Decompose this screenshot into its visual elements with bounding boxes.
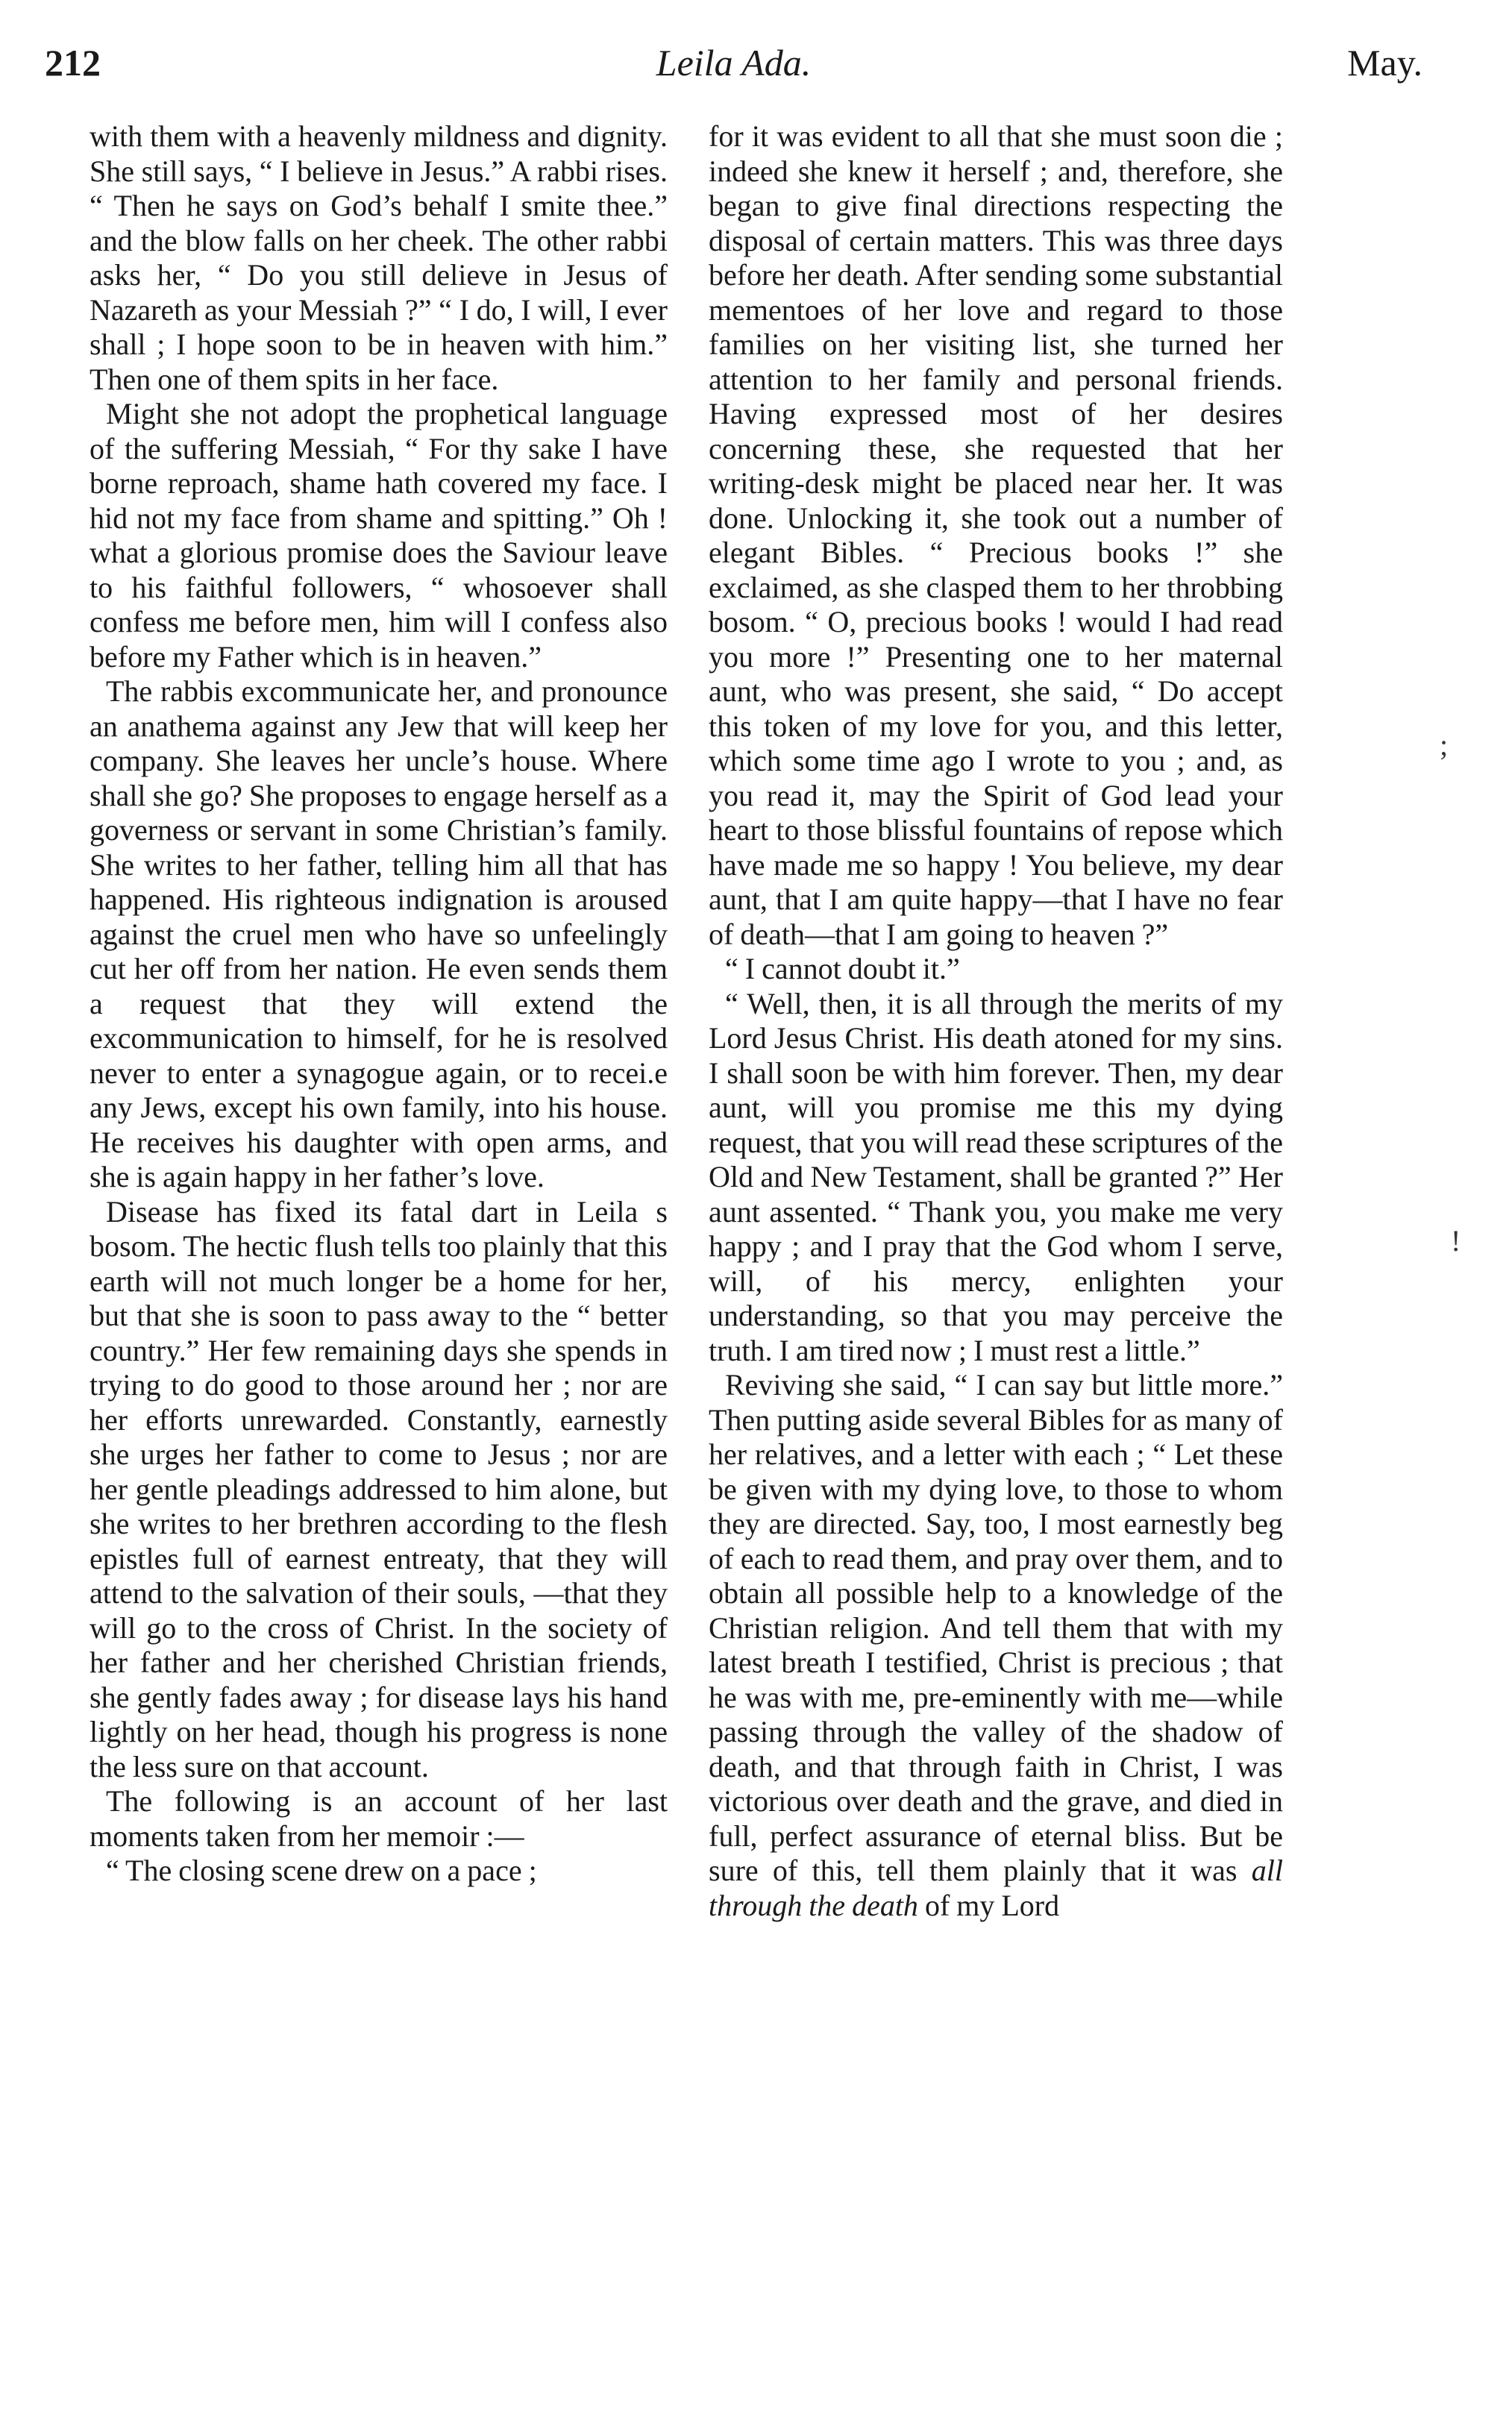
- paragraph: Might she not adopt the prophetical language of the suffering Messiah, “ For thy sake I have borne reproach, shame hath covered my face. I hid not my face from shame and spitting.” Oh ! what a glorious promise does the Saviour leave to his faithful followers, “ whosoever shall confess me before men, him will I confess also before my Father which is in heaven.”: [90, 397, 668, 674]
- left-column: [90, 119, 668, 1889]
- paragraph: The following is an account of her last moments taken from her memoir :—: [90, 1784, 668, 1853]
- paragraph: “ I cannot doubt it.”: [725, 952, 960, 985]
- paragraph: with them with a heavenly mildness and dignity. She still says, “ I believe in Jesus.” A rabbi rises. “ Then he says on God’s behalf I smite thee.” and the blow falls on her cheek. The other rabbi asks her, “ Do you still delieve in Jesus of Nazareth as your Messiah ?” “ I do, I will, I ever shall ; I hope soon to be in heaven with him.” Then one of them spits in her face.: [90, 119, 668, 396]
- paragraph: “ The closing scene drew on a pace ;: [106, 1854, 537, 1887]
- right-column: [709, 119, 1283, 1923]
- italic-phrase: all through the death: [709, 1854, 1284, 1922]
- margin-mark: !: [1451, 1224, 1461, 1258]
- margin-mark: ;: [1440, 728, 1449, 762]
- paragraph: Disease has fixed its fatal dart in Leila s bosom. The hectic flush tells too plainly that this earth will not much longer be a home for her, but that she is soon to pass away to the “ better country.” Her few remaining days she spends in trying to do good to those around her ; nor are her efforts unrewarded. Constantly, earnestly she urges her father to come to Jesus ; nor are her gentle pleadings addressed to him alone, but she writes to her brethren according to the flesh epistles full of earnest entreaty, that they will attend to the salvation of their souls, —that they will go to the cross of Christ. In the society of her father and her cherished Christian friends, she gently fades away ; for disease lays his hand lightly on her head, though his progress is none the less sure on that account.: [90, 1194, 668, 1783]
- page-header: [45, 41, 1422, 108]
- page-number: 212: [45, 42, 101, 84]
- paragraph: “ Well, then, it is all through the merits of my Lord Jesus Christ. His death atoned for my sins. I shall soon be with him forever. Then, my dear aunt, will you promise me this my dying request, that you will read these scriptures of the Old and New Testament, shall be granted ?” Her aunt assented. “ Thank you, you make me very happy ; and I pray that the God whom I serve, will, of his mercy, enlighten your understanding, so that you may perceive the truth. I am tired now ; I must rest a little.”: [709, 986, 1283, 1367]
- paragraph: The rabbis excommunicate her, and pronounce an anathema against any Jew that will keep her company. She leaves her uncle’s house. Where shall she go? She proposes to engage herself as a governess or servant in some Christian’s family. She writes to her father, telling him all that has happened. His righteous indignation is aroused against the cruel men who have so unfeelingly cut her off from her nation. He even sends them a request that they will extend the excommunication to himself, for he is resolved never to enter a synagogue again, or to recei.e any Jews, except his own family, into his house. He receives his daughter with open arms, and she is again happy in her father’s love.: [90, 674, 668, 1193]
- paragraph-text: Reviving she said, “ I can say but little more.” Then putting aside several Bibles for as many of her relatives, and a letter with each ; “ Let these be given with my dying love, to those to whom they are directed. Say, too, I most earnestly beg of each to read them, and pray over them, and to obtain all possible help to a knowledge of the Christian religion. And tell them that with my latest breath I testified, Christ is precious ; that he was with me, pre-eminently with me—while passing through the valley of the shadow of death, and that through faith in Christ, I was victorious over death and the grave, and died in full, perfect assurance of eternal bliss. But be sure of this, tell them plainly that it was: [709, 1368, 1283, 1887]
- paragraph: [709, 1368, 1283, 1923]
- paragraph: for it was evident to all that she must soon die ; indeed she knew it herself ; and, therefore, she began to give final directions respecting the disposal of certain matters. This was three days before her death. After sending some substantial mementoes of her love and regard to those families on her visiting list, she turned her attention to her family and personal friends. Having expressed most of her desires concerning these, she requested that her writing-desk might be placed near her. It was done. Unlocking it, she took out a number of elegant Bibles. “ Precious books !” she exclaimed, as she clasped them to her throbbing bosom. “ O, precious books ! would I had read you more !” Presenting one to her maternal aunt, who was present, she said, “ Do accept this token of my love for you, and this letter, which some time ago I wrote to you ; and, as you read it, may the Spirit of God lead your heart to those blissful fountains of repose which have made me so happy ! You believe, my dear aunt, that I am quite happy—that I have no fear of death—that I am going to heaven ?”: [709, 119, 1283, 951]
- month-label: May.: [1347, 42, 1422, 84]
- paragraph-tail: of my Lord: [917, 1888, 1060, 1922]
- running-title: Leila Ada.: [656, 42, 812, 84]
